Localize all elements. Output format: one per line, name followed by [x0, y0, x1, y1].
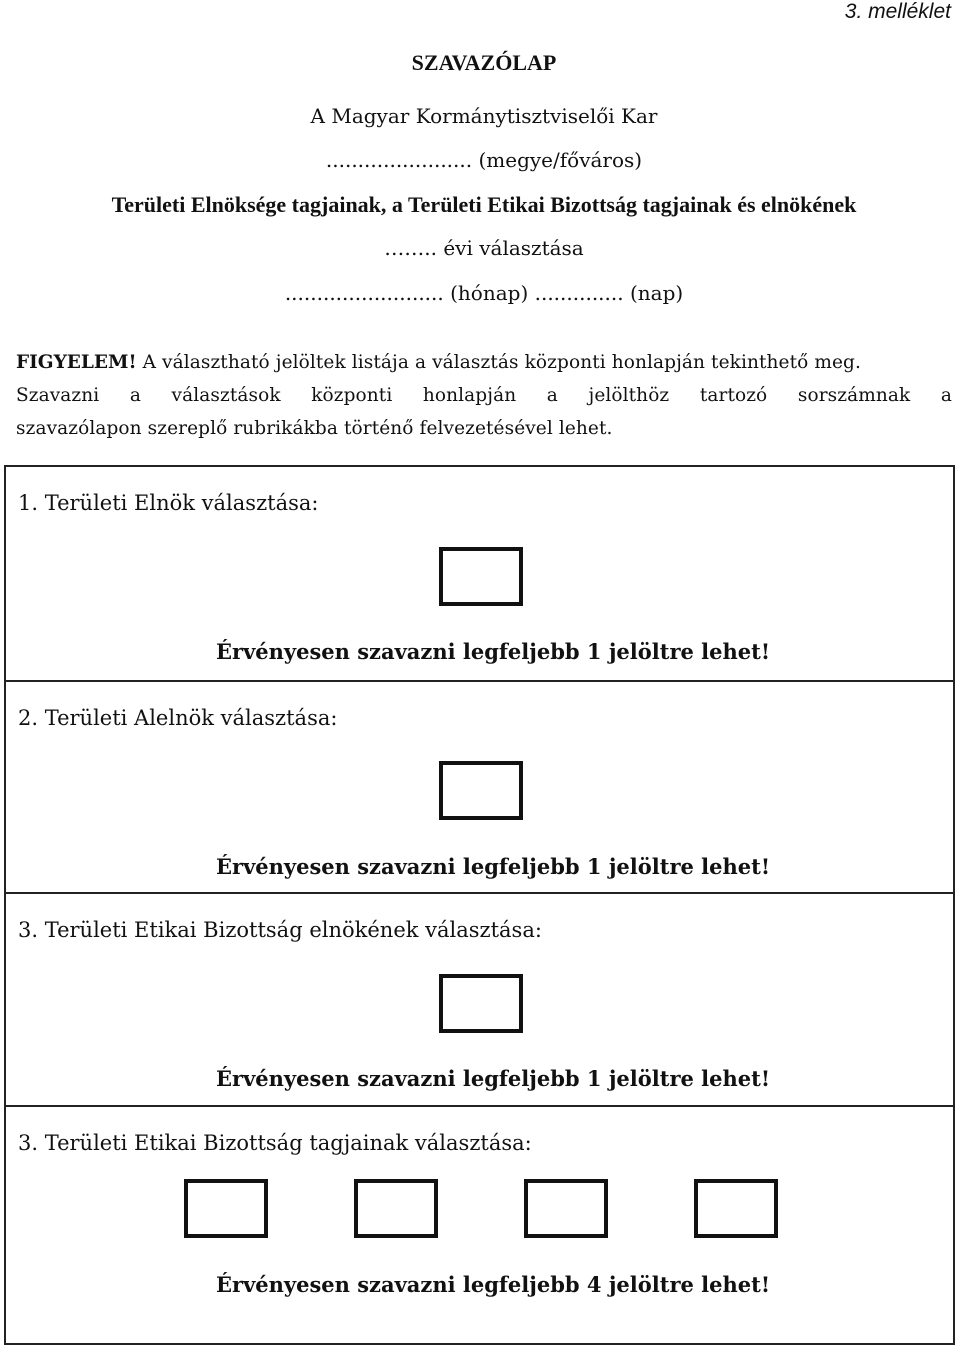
- election-subject-line: Területi Elnöksége tagjainak, a Területi Etikai Bizottság tagjainak és elnökének: [111, 192, 857, 217]
- notice-sentence-1: A választható jelöltek listája a választás központi honlapján tekinthető meg.: [136, 352, 861, 373]
- section-rule: Érvényesen szavazni legfeljebb 1 jelöltre lehet!: [216, 854, 771, 879]
- organization-line: A Magyar Kormánytisztviselői Kar: [310, 104, 658, 128]
- notice-paragraph: [16, 346, 952, 445]
- vote-box[interactable]: [184, 1179, 268, 1238]
- vote-box[interactable]: [694, 1179, 778, 1238]
- vote-box[interactable]: [439, 547, 523, 606]
- election-date-line: ......................... (hónap) .............. (nap): [284, 281, 684, 305]
- vote-box-group: [439, 974, 523, 1033]
- section-ethics-members: [6, 1105, 953, 1345]
- section-ethics-chair: [6, 892, 953, 1105]
- ballot-title: SZAVAZÓLAP: [411, 50, 557, 75]
- section-title: 1. Területi Elnök választása:: [18, 491, 319, 515]
- section-rule: Érvényesen szavazni legfeljebb 1 jelöltre lehet!: [216, 639, 771, 664]
- vote-box[interactable]: [524, 1179, 608, 1238]
- section-rule: Érvényesen szavazni legfeljebb 1 jelöltre lehet!: [216, 1066, 771, 1091]
- notice-sentence-2-line-2: szavazólapon szereplő rubrikákba történő felvezetésével lehet.: [16, 418, 613, 439]
- vote-box-group: [439, 547, 523, 606]
- election-year-line: …….. évi választása: [384, 236, 584, 260]
- vote-box[interactable]: [354, 1179, 438, 1238]
- vote-box-group: [184, 1179, 778, 1238]
- ballot-table: [4, 465, 955, 1345]
- vote-box-group: [439, 761, 523, 820]
- notice-sentence-2-line-1: Szavazni a választások központi honlapján a jelölthöz tartozó sorszámnak a: [16, 385, 952, 406]
- section-title: 3. Területi Etikai Bizottság elnökének választása:: [18, 918, 542, 942]
- section-rule: Érvényesen szavazni legfeljebb 4 jelöltre lehet!: [216, 1272, 771, 1297]
- notice-first-line: [16, 346, 952, 379]
- section-president: [6, 467, 953, 680]
- county-line: ....................... (megye/főváros): [325, 148, 643, 172]
- section-title: 3. Területi Etikai Bizottság tagjainak választása:: [18, 1131, 532, 1155]
- warning-label: FIGYELEM!: [16, 352, 137, 373]
- section-vice-president: [6, 680, 953, 892]
- vote-box[interactable]: [439, 974, 523, 1033]
- annex-label: 3. melléklet: [844, 0, 951, 23]
- section-title: 2. Területi Alelnök választása:: [18, 706, 338, 730]
- vote-box[interactable]: [439, 761, 523, 820]
